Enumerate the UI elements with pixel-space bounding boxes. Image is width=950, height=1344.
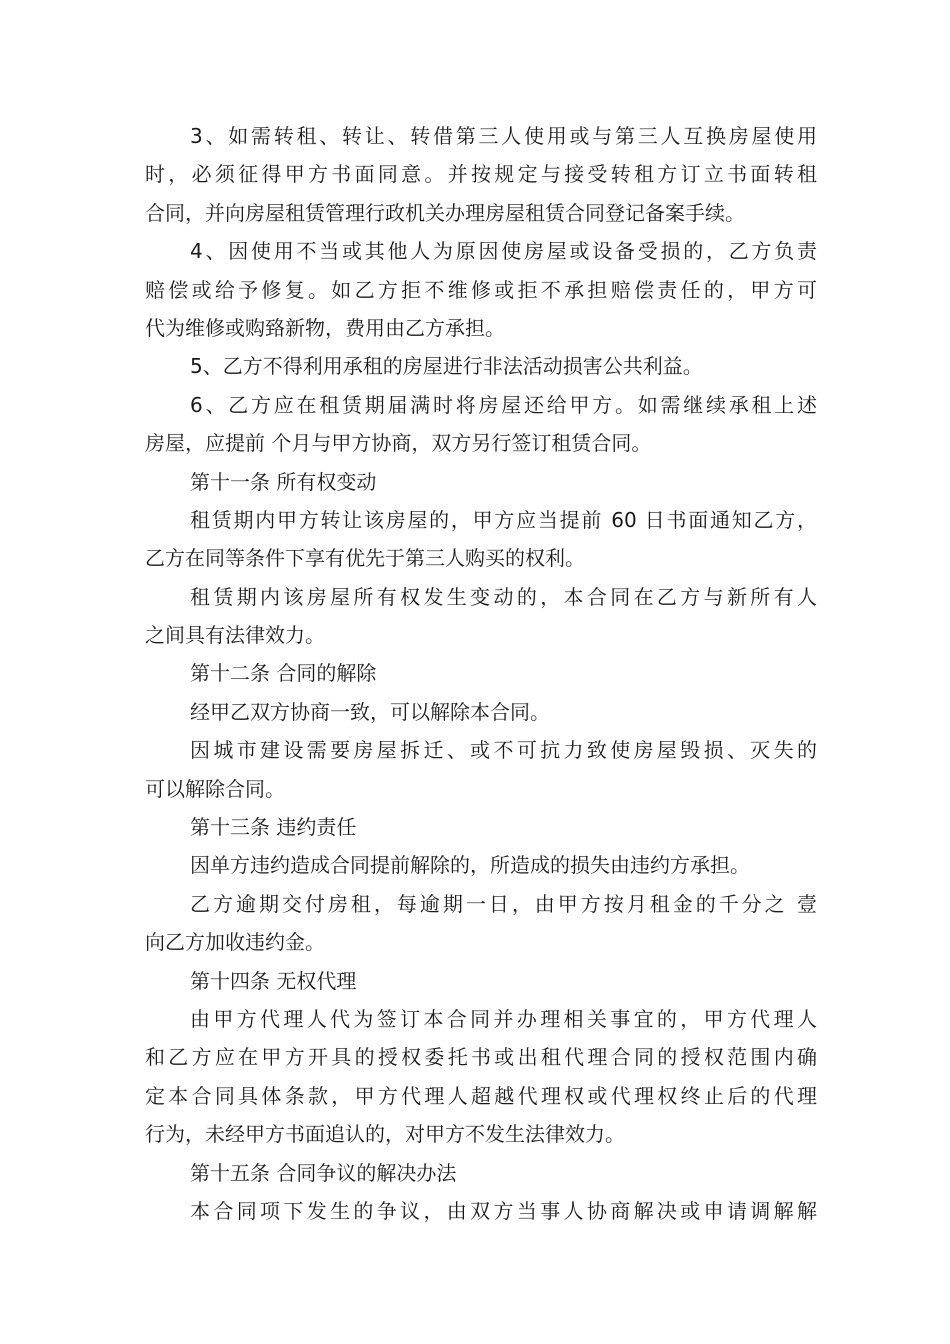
paragraph-line: 时，必须征得甲方书面同意。并按规定与接受转租方订立书面转租: [145, 162, 817, 187]
paragraph-line: 本合同项下发生的争议，由双方当事人协商解决或申请调解解: [190, 1198, 817, 1223]
section-heading: 第十二条 合同的解除: [190, 661, 377, 686]
paragraph-line: 由甲方代理人代为签订本合同并办理相关事宜的，甲方代理人: [190, 1006, 817, 1031]
paragraph-line: 因城市建设需要房屋拆迁、或不可抗力致使房屋毁损、灭失的: [190, 738, 817, 763]
paragraph-line: 5、乙方不得利用承租的房屋进行非法活动损害公共利益。: [190, 354, 703, 379]
paragraph-line: 合同，并向房屋租赁管理行政机关办理房屋租赁合同登记备案手续。: [145, 200, 745, 225]
paragraph-line: 可以解除合同。: [145, 776, 285, 801]
paragraph-line: 向乙方加收违约金。: [145, 930, 325, 955]
paragraph-line: 6、乙方应在租赁期届满时将房屋还给甲方。如需继续承租上述: [190, 392, 817, 417]
section-heading: 第十三条 违约责任: [190, 815, 357, 840]
paragraph-line: 乙方在同等条件下享有优先于第三人购买的权利。: [145, 546, 585, 571]
document-body: [145, 117, 817, 1230]
paragraph-line: 代为维修或购臵新物，费用由乙方承担。: [145, 315, 505, 340]
paragraph-line: 3、如需转租、转让、转借第三人使用或与第三人互换房屋使用: [190, 124, 817, 148]
paragraph-line: 定本合同具体条款，甲方代理人超越代理权或代理权终止后的代理: [145, 1083, 817, 1108]
paragraph-line: 乙方逾期交付房租，每逾期一日，由甲方按月租金的千分之 壹: [190, 891, 817, 916]
paragraph-line: 因单方违约造成合同提前解除的，所造成的损失由违约方承担。: [190, 853, 750, 878]
paragraph-line: 租赁期内甲方转让该房屋的，甲方应当提前 60 日书面通知乙方，: [190, 507, 817, 532]
section-heading: 第十一条 所有权变动: [190, 469, 377, 494]
paragraph-line: 4、因使用不当或其他人为原因使房屋或设备受损的，乙方负责: [190, 239, 817, 264]
paragraph-line: 租赁期内该房屋所有权发生变动的，本合同在乙方与新所有人: [190, 584, 817, 609]
paragraph-line: 行为，未经甲方书面追认的，对甲方不发生法律效力。: [145, 1122, 625, 1147]
paragraph-line: 房屋，应提前 个月与甲方协商，双方另行签订租赁合同。: [145, 431, 652, 456]
paragraph-line: 赔偿或给予修复。如乙方拒不维修或拒不承担赔偿责任的，甲方可: [145, 277, 817, 302]
section-heading: 第十五条 合同争议的解决办法: [190, 1160, 457, 1185]
section-heading: 第十四条 无权代理: [190, 968, 357, 993]
paragraph-line: 之间具有法律效力。: [145, 623, 325, 648]
paragraph-line: 和乙方应在甲方开具的授权委托书或出租代理合同的授权范围内确: [145, 1045, 817, 1070]
paragraph-line: 经甲乙双方协商一致，可以解除本合同。: [190, 699, 550, 724]
